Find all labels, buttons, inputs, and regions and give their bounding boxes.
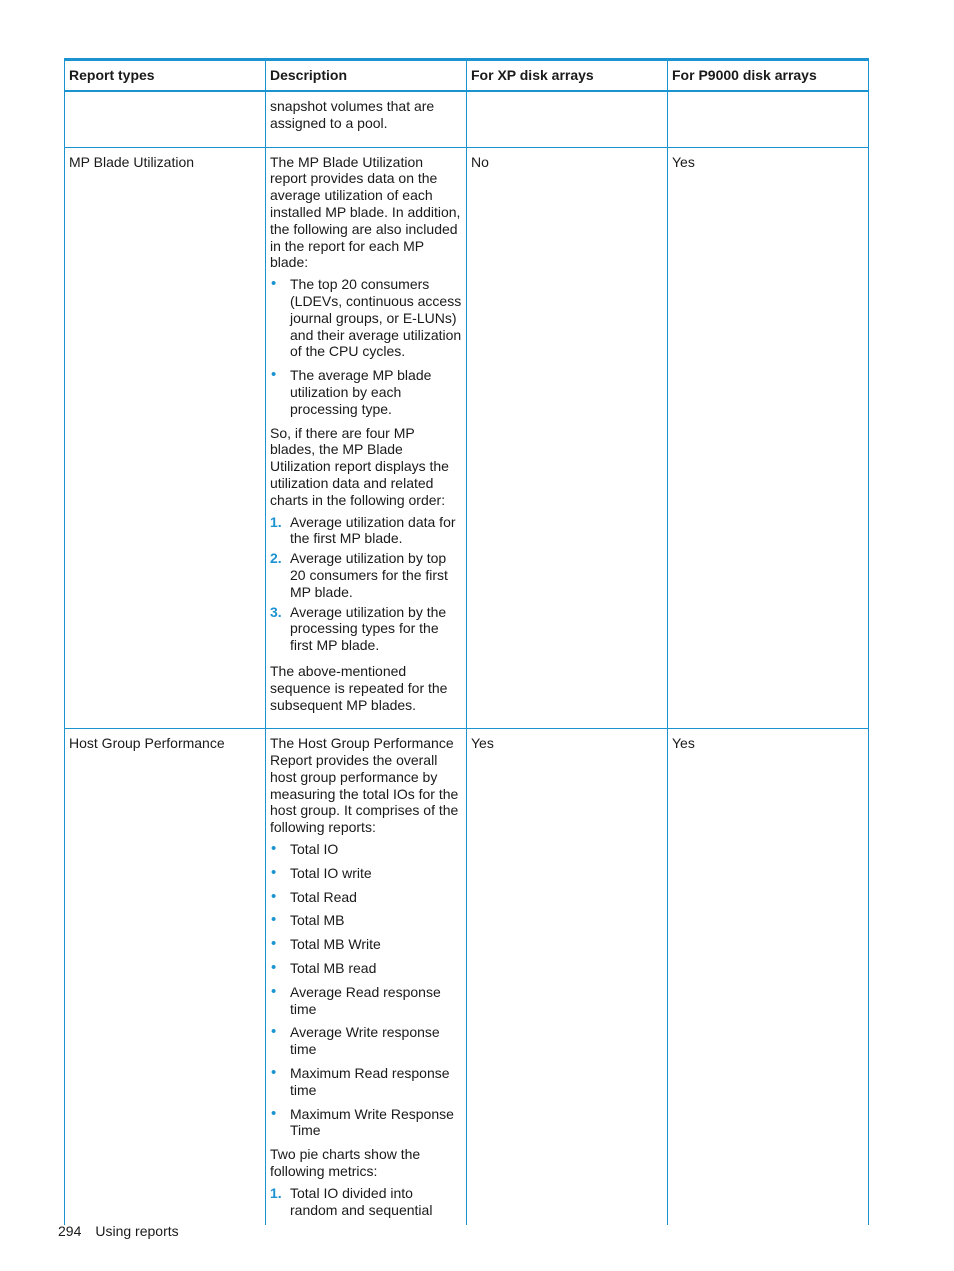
list-item [270,550,462,600]
list-item: • Total IO [270,841,462,858]
list-item [270,604,462,654]
list-item: • Total MB Write [270,936,462,953]
step-number: 3. [270,603,282,620]
bullet-list [270,841,462,1139]
description-middle: Two pie charts show the following metrics: [270,1146,421,1180]
xp-support-cell [467,91,668,147]
list-item: • Total MB [270,912,462,929]
list-item: • Total IO write [270,865,462,882]
step-text: Total IO divided into random and sequential [290,1184,433,1218]
step-number: 2. [270,550,282,567]
list-item: • The average MP blade utilization by each processing type. [270,367,462,417]
list-item: • Total MB read [270,960,462,977]
list-item [270,1185,462,1219]
report-type-cell: MP Blade Utilization [65,147,266,729]
header-description: Description [266,60,467,92]
p9000-support-cell: Yes [668,729,869,1226]
page-footer [58,1223,179,1239]
header-xp-disk-arrays: For XP disk arrays [467,60,668,92]
p9000-support-cell: Yes [668,147,869,729]
step-number: 1. [270,513,282,530]
report-type-cell: Host Group Performance [65,729,266,1226]
step-text: Average utilization by top 20 consumers for the first MP blade. [290,550,448,600]
list-item: • Average Write response time [270,1024,462,1058]
list-item: • Average Read response time [270,984,462,1018]
header-report-types: Report types [65,60,266,92]
header-p9000-disk-arrays: For P9000 disk arrays [668,60,869,92]
table-row [65,147,869,729]
description-cell [266,729,467,1226]
report-type-cell [65,91,266,147]
description-intro: The MP Blade Utilization report provides data on the average utilization of each installed MP blade. In addition, the following are also included in the report for each MP blade: [270,153,461,271]
bullet-list [270,276,462,417]
list-item: • Total Read [270,889,462,906]
section-title: Using reports [95,1223,179,1239]
description-cell [266,147,467,729]
xp-support-cell: No [467,147,668,729]
description-middle: So, if there are four MP blades, the MP Blade Utilization report displays the utilization data and related charts in the following order: [270,424,449,508]
description-text: snapshot volumes that are assigned to a pool. [270,98,435,131]
step-text: Average utilization by the processing types for the first MP blade. [290,603,447,654]
list-item: • Maximum Read response time [270,1065,462,1099]
table-row [65,91,869,147]
table-row [65,729,869,1226]
p9000-support-cell [668,91,869,147]
step-text: Average utilization data for the first MP blade. [290,513,456,547]
numbered-list [270,1185,462,1219]
page-number: 294 [58,1223,82,1239]
list-item [270,514,462,548]
xp-support-cell: Yes [467,729,668,1226]
list-item: • Maximum Write Response Time [270,1106,462,1140]
description-intro: The Host Group Performance Report provides the overall host group performance by measuring the total IOs for the host group. It comprises of the following reports: [270,735,459,836]
numbered-list [270,514,462,654]
description-cell [266,91,467,147]
report-types-table [64,58,869,1225]
list-item: • The top 20 consumers (LDEVs, continuous access journal groups, or E-LUNs) and their average utilization of the CPU cycles. [270,276,462,360]
table-header-row [65,60,869,92]
step-number: 1. [270,1184,282,1201]
description-outro: The above-mentioned sequence is repeated for the subsequent MP blades. [270,662,448,713]
